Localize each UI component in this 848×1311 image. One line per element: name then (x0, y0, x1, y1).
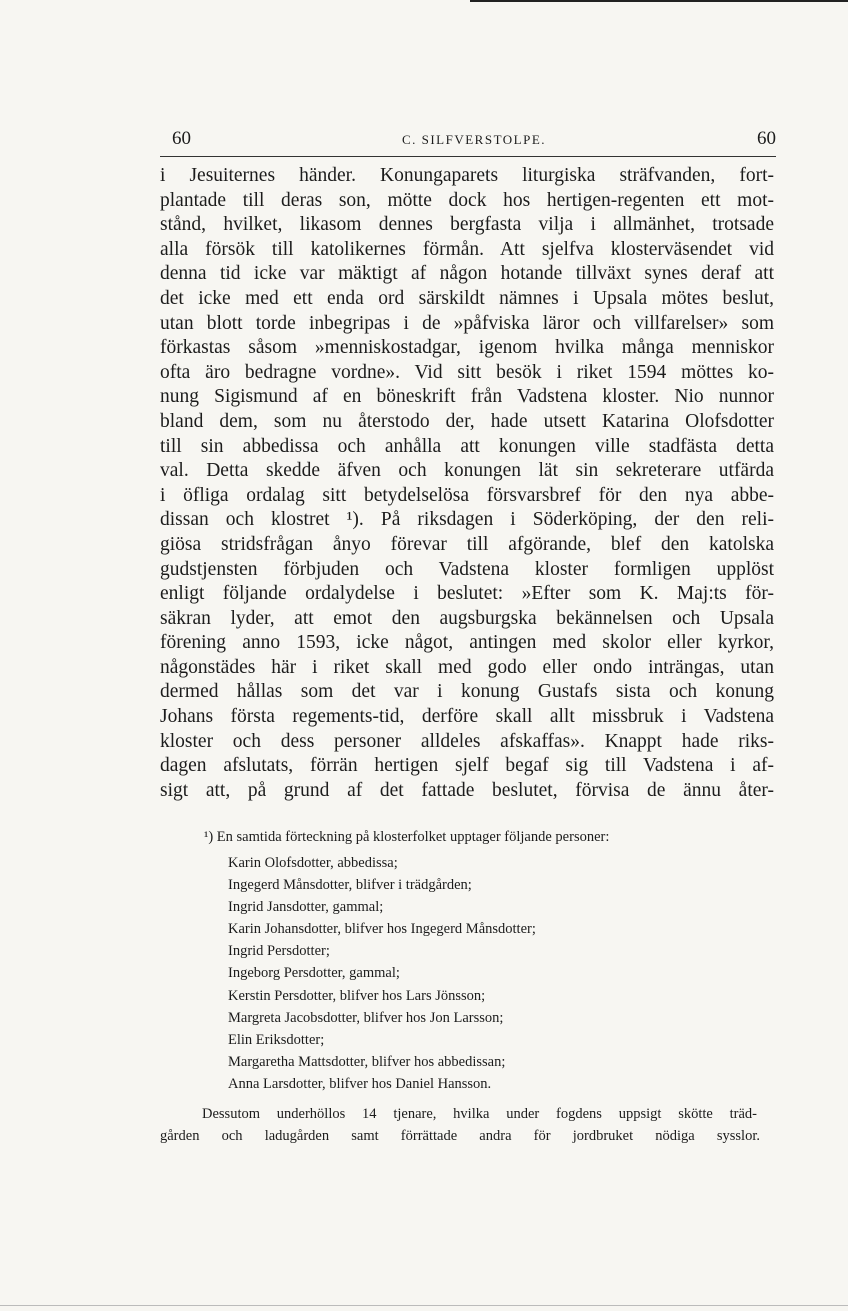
page-number-right: 60 (757, 128, 776, 149)
footnote-closing (160, 1103, 774, 1147)
running-title: C. SILFVERSTOLPE. (401, 132, 547, 147)
body-line: plantade till deras son, mötte dock hos hertigen-regenten ett mot- (160, 189, 774, 211)
scan-edge-line (0, 1305, 848, 1306)
body-line: till sin abbedissa och anhålla att konungen ville stadfästa detta (160, 435, 774, 457)
body-line: denna tid icke var mäktigt af någon hotande tillväxt synes deraf att (160, 263, 774, 285)
header-rule (160, 156, 776, 157)
list-item: Karin Johansdotter, blifver hos Ingegerd Månsdotter; (228, 921, 536, 938)
body-line: någonstädes här i riket skall med godo eller ondo inträngas, utan (160, 656, 774, 678)
footnote-intro: ¹) En samtida förteckning på klosterfolket upptager följande personer: (204, 829, 610, 845)
body-line: dissan och klostret ¹). På riksdagen i Söderköping, der den reli- (160, 509, 774, 531)
body-text (160, 164, 774, 803)
body-line: säkran lyder, att emot den augsburgska bekännelsen och Upsala (160, 607, 774, 629)
list-item: Ingrid Jansdotter, gammal; (228, 899, 384, 916)
body-line: i Jesuiternes händer. Konungaparets liturgiska sträfvanden, fort- (160, 165, 774, 186)
footnote (160, 826, 774, 1147)
body-line: förkastas såsom »menniskostadgar, igenom hvilka många menniskor (160, 337, 774, 359)
body-line: alla försök till katolikernes förmån. Att sjelfva klosterväsendet vid (160, 238, 774, 260)
list-item: Kerstin Persdotter, blifver hos Lars Jönsson; (228, 987, 486, 1004)
body-line: gudstjensten förbjuden och Vadstena kloster formligen upplöst (160, 558, 774, 580)
body-line: dermed hållas som det var i konung Gustafs sista och konung (160, 681, 774, 703)
list-item: Margreta Jacobsdotter, blifver hos Jon Larsson; (228, 1009, 504, 1026)
list-item: Margaretha Mattsdotter, blifver hos abbedissan; (228, 1053, 506, 1070)
body-line: Johans första regements-tid, derföre skall allt missbruk i Vadstena (160, 706, 774, 728)
scan-edge-line (470, 0, 848, 2)
list-item: Anna Larsdotter, blifver hos Daniel Hansson. (228, 1075, 492, 1092)
footnote-closing-line: gården och ladugården samt förrättade andra för jordbruket nödiga sysslor. (160, 1128, 760, 1145)
body-line: nung Sigismund af en böneskrift från Vadstena kloster. Nio nunnor (160, 386, 774, 408)
body-line: val. Detta skedde äfven och konungen lät sin sekreterare utfärda (160, 460, 774, 482)
list-item: Ingeborg Persdotter, gammal; (228, 965, 400, 982)
body-line: stånd, hvilket, likasom dennes bergfasta vilja i allmänhet, trotsade (160, 214, 774, 236)
list-item: Ingegerd Månsdotter, blifver i trädgården; (228, 877, 472, 894)
body-line: dagen afslutats, förrän hertigen sjelf begaf sig till Vadstena i af- (160, 755, 774, 777)
body-line: utan blott torde inbegripas i de »påfviska läror och villfarelser» som (160, 312, 774, 334)
body-line: kloster och dess personer alldeles afskaffas». Knappt hade riks- (160, 730, 774, 752)
footnote-closing-line: Dessutom underhöllos 14 tjenare, hvilka under fogdens uppsigt skötte träd- (202, 1106, 757, 1123)
list-item: Ingrid Persdotter; (228, 943, 330, 960)
body-line: det icke med ett enda ord särskildt nämnes i Upsala mötes beslut, (160, 287, 774, 309)
list-item: Elin Eriksdotter; (228, 1031, 325, 1048)
footnote-person-list (160, 852, 774, 1095)
list-item: Karin Olofsdotter, abbedissa; (228, 855, 398, 871)
page-number-left: 60 (172, 128, 191, 149)
body-line: sigt att, på grund af det fattade beslutet, förvisa de ännu åter- (160, 779, 774, 801)
body-line: ofta äro bedragne vordne». Vid sitt besök i riket 1594 möttes ko- (160, 361, 774, 383)
body-line: giösa stridsfrågan ånyo förevar till afgörande, blef den katolska (160, 533, 774, 555)
body-line: i öfliga ordalag sitt betydelselösa försvarsbref för den nya abbe- (160, 484, 774, 506)
body-line: förening anno 1593, icke något, antingen med skolor eller kyrkor, (160, 632, 774, 654)
body-line: enligt följande ordalydelse i beslutet: »Efter som K. Maj:ts för- (160, 583, 774, 605)
body-line: bland dem, som nu återstodo der, hade utsett Katarina Olofsdotter (160, 410, 774, 432)
page-header (172, 128, 776, 152)
